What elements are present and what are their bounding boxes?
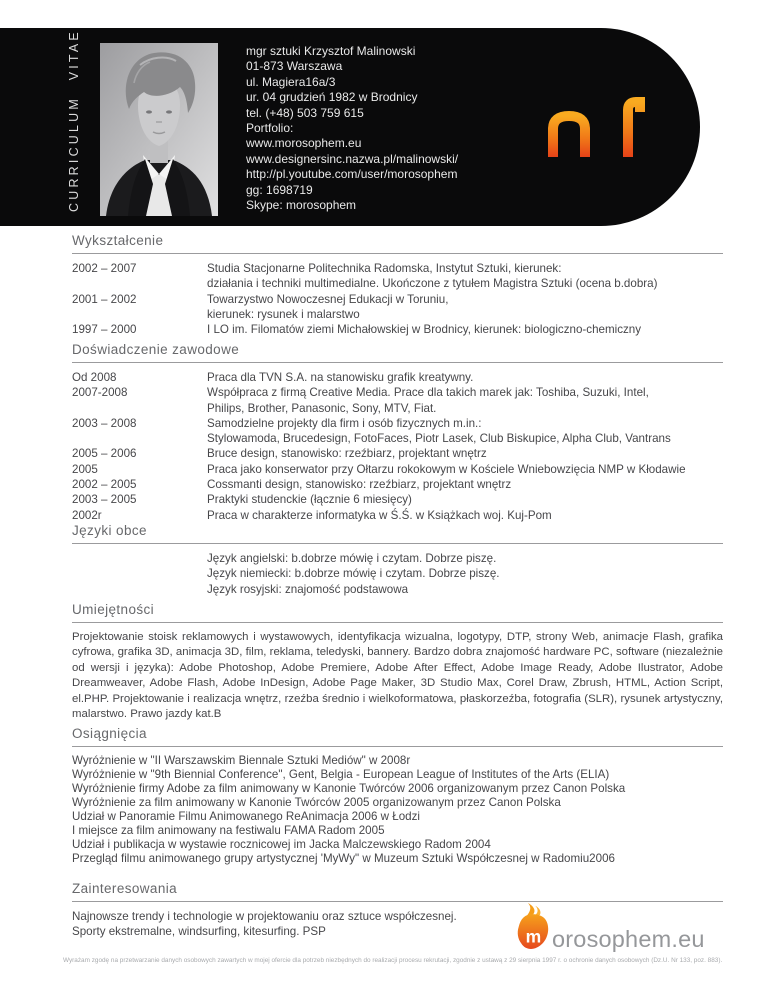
morosophem-logo-text: orosophem.eu (552, 925, 705, 952)
contact-line: gg: 1698719 (246, 182, 313, 197)
row-desc-line: Praktyki studenckie (łącznie 6 miesięcy) (207, 493, 412, 507)
section-title: Wykształcenie (72, 233, 164, 248)
row-desc-line: Praca w charakterze informatyka w Ś.Ś. w Książkach woj. Kuj-Pom (207, 508, 552, 522)
row-desc-line: Studia Stacjonarne Politechnika Radomska, Instytut Sztuki, kierunek: (207, 262, 562, 275)
achievement-line: I miejsce za film animowany na festiwalu FAMA Radom 2005 (72, 824, 385, 837)
row-period: 2002 – 2007 (72, 262, 137, 275)
achievement-line: Wyróżnienie w "II Warszawskim Biennale Sztuki Mediów" w 2008r (72, 754, 411, 767)
section-title: Osiągnięcia (72, 726, 147, 741)
experience-row (72, 477, 723, 492)
row-desc-line: Praca dla TVN S.A. na stanowisku grafik kreatywny. (207, 371, 474, 384)
row-period: 2005 (72, 462, 98, 476)
row-desc-line: Towarzystwo Nowoczesnej Edukacji w Toruniu, (207, 292, 449, 306)
mk-monogram-icon (548, 97, 650, 157)
section-achievements (72, 727, 723, 866)
contact-line-url: http://pl.youtube.com/user/morosophem (246, 167, 458, 182)
section-divider (72, 622, 723, 623)
section-education (72, 234, 723, 337)
row-period: 1997 – 2000 (72, 323, 137, 337)
section-languages (72, 524, 723, 597)
row-period: 2007-2008 (72, 386, 128, 400)
contact-line-url: www.morosophem.eu (246, 136, 362, 151)
language-line: Język angielski: b.dobrze mówię i czytam. Dobrze piszę. (207, 552, 497, 565)
achievement-line: Udział i publikacja w wystawie rocznicowej im Jacka Malczewskiego Radom 2004 (72, 838, 491, 851)
section-divider (72, 362, 723, 363)
achievement-line: Wyróżnienie w "9th Biennial Conference", Gent, Belgia - European League of Institutes of the Arts (ELIA) (72, 768, 610, 781)
experience-row (72, 446, 723, 461)
contact-line: mgr sztuki Krzysztof Malinowski (246, 44, 416, 58)
row-period: Od 2008 (72, 371, 117, 384)
contact-line: ur. 04 grudzień 1982 w Brodnicy (246, 90, 418, 105)
morosophem-logo (514, 903, 705, 956)
section-title: Doświadczenie zawodowe (72, 342, 240, 357)
experience-row (72, 462, 723, 477)
contact-line-url: www.designersinc.nazwa.pl/malinowski/ (246, 151, 459, 166)
experience-row (72, 492, 723, 507)
interest-line: Sporty ekstremalne, windsurfing, kitesurfing. PSP (72, 925, 326, 939)
language-line: Język rosyjski: znajomość podstawowa (207, 582, 409, 596)
row-period: 2001 – 2002 (72, 292, 137, 306)
section-skills (72, 603, 723, 722)
contact-line: 01-873 Warszawa (246, 59, 343, 74)
logo-monogram: m (525, 926, 542, 947)
achievement-line: Udział w Panoramie Filmu Animowanego ReAnimacja 2006 w Łodzi (72, 810, 420, 823)
row-desc-line: Współpraca z firmą Creative Media. Prace dla takich marek jak: Toshiba, Suzuki, Intel, (207, 386, 649, 400)
row-period: 2003 – 2008 (72, 416, 137, 430)
row-period: 2002r (72, 508, 102, 522)
section-divider (72, 253, 723, 254)
experience-row (72, 385, 723, 416)
section-divider (72, 746, 723, 747)
education-row (72, 261, 723, 292)
contact-line: Skype: morosophem (246, 198, 357, 213)
section-divider (72, 901, 723, 902)
section-experience (72, 343, 723, 523)
achievement-line: Wyróżnienie firmy Adobe za film animowany w Kanonie Twórców 2006 organizowanym przez Canon Polska (72, 782, 626, 795)
row-period: 2003 – 2005 (72, 493, 137, 507)
row-desc-line: Praca jako konserwator przy Ołtarzu rokokowym w Kościele Wniebowzięcia NMP w Kłodawie (207, 462, 686, 476)
section-title: Zainteresowania (72, 881, 178, 896)
row-desc-line: kierunek: rysunek i malarstwo (207, 307, 360, 321)
section-title: Umiejętności (72, 602, 155, 617)
experience-row (72, 370, 723, 385)
row-desc-line: działania i techniki multimedialne. Ukończone z tytułem Magistra Sztuki (ocena b.dobra) (207, 277, 658, 291)
row-desc-line: Philips, Brother, Panasonic, Sony, MTV, Fiat. (207, 401, 437, 415)
row-desc-line: Cossmanti design, stanowisko: rzeźbiarz, projektant wnętrz (207, 478, 512, 492)
footer-consent: Wyrażam zgodę na przetwarzanie danych osobowych zawartych w mojej ofercie dla potrzeb niezbędnych do realizacji procesu rekrutacji, zgodnie z ustawą z 29 sierpnia 1997 r. o ochronie danych osobowych (Dz.U. Nr 133, poz. 883). (63, 957, 723, 964)
flame-m-icon (514, 903, 551, 956)
row-period: 2002 – 2005 (72, 478, 137, 492)
curriculum-vitae-label: CURRICULUM VITAE (67, 29, 81, 212)
header-panel (0, 28, 700, 226)
experience-row (72, 416, 723, 447)
section-title: Języki obce (72, 523, 147, 538)
contact-line: tel. (+48) 503 759 615 (246, 105, 364, 120)
row-desc-line: Samodzielne projekty dla firm i osób fizycznych m.in.: (207, 416, 482, 430)
row-desc-line: I LO im. Filomatów ziemi Michałowskiej w Brodnicy, kierunek: biologiczno-chemiczny (207, 323, 642, 337)
portrait-photo (100, 43, 218, 216)
experience-row (72, 508, 723, 523)
contact-line: ul. Magiera16a/3 (246, 74, 336, 89)
contact-info (246, 44, 458, 213)
achievement-line: Przegląd filmu animowanego grupy artystycznej 'MyWy" w Muzeum Sztuki Współczesnej w Radomiu2006 (72, 852, 615, 865)
interest-line: Najnowsze trendy i technologie w projektowaniu oraz sztuce współczesnej. (72, 910, 457, 923)
education-row (72, 322, 723, 337)
skills-paragraph: Projektowanie stoisk reklamowych i wystawowych, identyfikacja wizualna, logotypy, DTP, strony Web, animacje Flash, grafika cyfrowa, grafika 3D, animacja 3D, film, reklama, teledyski, bannery. Bardzo dobra znajomość hardware PC, software (niezależnie od wersji i języka): Adobe Photoshop, Adobe Premiere, Adobe After Effect, Adobe Image Ready, Adobe Ilustrator, Adobe Dreamweaver, Adobe Flash, Adobe InDesign, Adobe Page Maker, 3D Studio Max, Corel Draw, Zbrush, HTML, Action Script, el.PHP. Projektowanie i realizacja wnętrz, rzeźba średnio i wielkoformatowa, płaskorzeźba, fotografia (SLR), rysunek artystyczny, malarstwo. Prawo jazdy kat.B (72, 631, 723, 721)
contact-line: Portfolio: (246, 121, 294, 136)
row-period: 2005 – 2006 (72, 447, 137, 461)
row-desc-line: Bruce design, stanowisko: rzeźbiarz, projektant wnętrz (207, 447, 487, 461)
language-line: Język niemiecki: b.dobrze mówię i czytam. Dobrze piszę. (207, 567, 500, 581)
education-row (72, 292, 723, 323)
achievement-line: Wyróżnienie za film animowany w Kanonie Twórców 2005 organizowanym przez Canon Polska (72, 796, 561, 809)
section-divider (72, 543, 723, 544)
row-desc-line: Stylowamoda, Brucedesign, FotoFaces, Piotr Lasek, Club Biskupice, Alpha Club, Vantrans (207, 432, 671, 446)
portrait-illustration (100, 43, 218, 216)
